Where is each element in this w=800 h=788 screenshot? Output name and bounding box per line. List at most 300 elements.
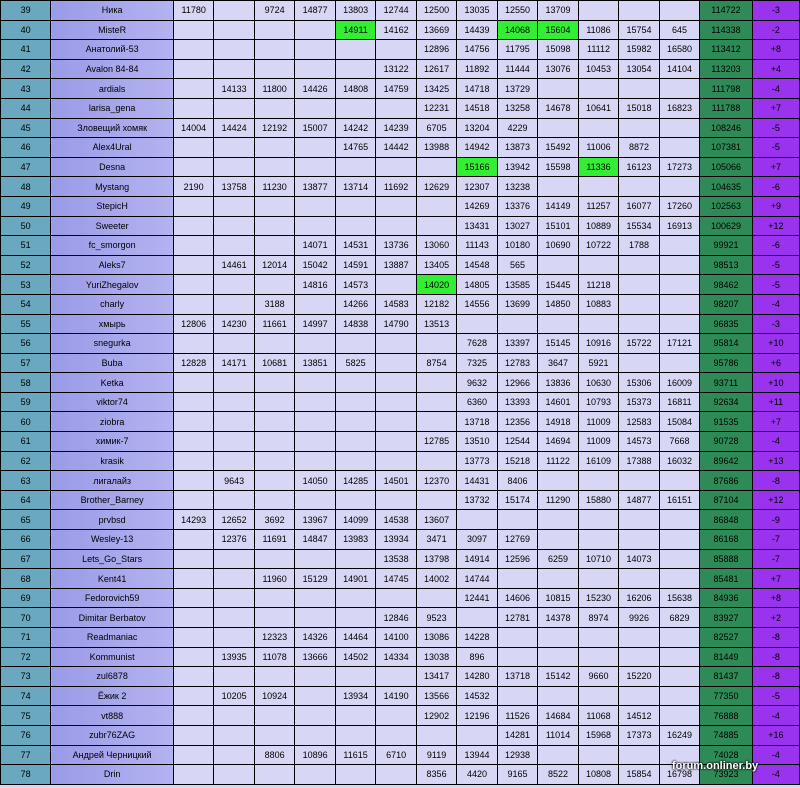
position-change-cell: -8 xyxy=(752,628,799,648)
score-cell xyxy=(578,177,618,197)
score-cell xyxy=(376,432,416,452)
score-cell xyxy=(538,510,578,530)
rank-cell: 77 xyxy=(1,745,51,765)
score-cell xyxy=(173,255,213,275)
score-cell: 10205 xyxy=(214,686,254,706)
rank-cell: 78 xyxy=(1,765,51,785)
score-cell: 15084 xyxy=(659,412,699,432)
score-cell: 13732 xyxy=(457,490,497,510)
total-score-cell: 111788 xyxy=(700,98,753,118)
score-cell xyxy=(578,530,618,550)
total-score-cell: 113412 xyxy=(700,40,753,60)
table-row xyxy=(1,725,800,745)
score-cell xyxy=(173,628,213,648)
rank-cell: 75 xyxy=(1,706,51,726)
score-cell: 10681 xyxy=(254,353,294,373)
score-cell: 13027 xyxy=(497,216,537,236)
position-change-cell: -5 xyxy=(752,275,799,295)
score-cell xyxy=(173,412,213,432)
score-cell xyxy=(659,294,699,314)
score-cell xyxy=(376,765,416,785)
score-cell: 14190 xyxy=(376,686,416,706)
score-cell xyxy=(376,412,416,432)
position-change-cell: -4 xyxy=(752,432,799,452)
score-cell: 11230 xyxy=(254,177,294,197)
score-cell xyxy=(173,549,213,569)
score-cell xyxy=(619,647,659,667)
player-name-cell: Анатолий-53 xyxy=(51,40,174,60)
score-cell xyxy=(335,765,375,785)
score-cell xyxy=(538,79,578,99)
score-cell: 14518 xyxy=(457,98,497,118)
score-cell: 14281 xyxy=(497,725,537,745)
score-cell: 15373 xyxy=(619,392,659,412)
rank-cell: 39 xyxy=(1,1,51,21)
total-score-cell: 74885 xyxy=(700,725,753,745)
score-cell: 8522 xyxy=(538,765,578,785)
position-change-cell: -9 xyxy=(752,510,799,530)
score-cell: 11526 xyxy=(497,706,537,726)
score-cell xyxy=(659,138,699,158)
score-cell: 15042 xyxy=(295,255,335,275)
rank-cell: 70 xyxy=(1,608,51,628)
score-cell: 12550 xyxy=(497,1,537,21)
rank-cell: 47 xyxy=(1,157,51,177)
player-name-cell: MisteR xyxy=(51,20,174,40)
score-cell: 8974 xyxy=(578,608,618,628)
score-cell: 14464 xyxy=(335,628,375,648)
score-cell xyxy=(619,569,659,589)
score-cell: 17388 xyxy=(619,451,659,471)
score-cell xyxy=(578,255,618,275)
player-name-cell: krasik xyxy=(51,451,174,471)
score-cell: 10924 xyxy=(254,686,294,706)
score-cell: 11780 xyxy=(173,1,213,21)
score-cell: 13983 xyxy=(335,530,375,550)
score-cell: 9165 xyxy=(497,765,537,785)
score-cell xyxy=(173,216,213,236)
score-cell xyxy=(335,40,375,60)
score-cell: 13709 xyxy=(538,1,578,21)
score-cell: 11661 xyxy=(254,314,294,334)
score-cell: 13729 xyxy=(497,79,537,99)
score-cell xyxy=(295,412,335,432)
score-cell: 14805 xyxy=(457,275,497,295)
score-cell: 13714 xyxy=(335,177,375,197)
score-cell: 12652 xyxy=(214,510,254,530)
score-cell: 9119 xyxy=(416,745,456,765)
score-cell xyxy=(538,628,578,648)
score-cell xyxy=(173,334,213,354)
score-cell xyxy=(214,236,254,256)
score-cell: 13988 xyxy=(416,138,456,158)
score-cell xyxy=(335,334,375,354)
score-cell xyxy=(254,138,294,158)
score-cell xyxy=(376,667,416,687)
position-change-cell: +11 xyxy=(752,392,799,412)
score-cell: 14099 xyxy=(335,510,375,530)
score-cell xyxy=(578,118,618,138)
score-cell: 14583 xyxy=(376,294,416,314)
score-cell: 14718 xyxy=(457,79,497,99)
position-change-cell: +10 xyxy=(752,334,799,354)
score-cell: 13942 xyxy=(497,157,537,177)
total-score-cell: 86168 xyxy=(700,530,753,550)
score-cell: 13038 xyxy=(416,647,456,667)
player-name-cell: Mystang xyxy=(51,177,174,197)
total-score-cell: 77350 xyxy=(700,686,753,706)
score-cell xyxy=(659,628,699,648)
score-cell: 2190 xyxy=(173,177,213,197)
score-cell: 8356 xyxy=(416,765,456,785)
score-cell: 16823 xyxy=(659,98,699,118)
score-cell: 14678 xyxy=(538,98,578,118)
score-cell xyxy=(335,432,375,452)
score-cell: 12828 xyxy=(173,353,213,373)
score-cell xyxy=(335,216,375,236)
score-cell: 12323 xyxy=(254,628,294,648)
position-change-cell: +7 xyxy=(752,98,799,118)
score-cell: 11014 xyxy=(538,725,578,745)
score-cell xyxy=(173,59,213,79)
score-cell xyxy=(214,392,254,412)
score-cell: 14573 xyxy=(619,432,659,452)
score-cell xyxy=(254,157,294,177)
score-cell xyxy=(254,667,294,687)
score-cell: 14020 xyxy=(416,275,456,295)
table-row xyxy=(1,157,800,177)
score-cell: 14004 xyxy=(173,118,213,138)
rank-cell: 66 xyxy=(1,530,51,550)
score-cell: 10690 xyxy=(538,236,578,256)
table-row xyxy=(1,412,800,432)
score-cell: 12896 xyxy=(416,40,456,60)
score-cell: 12356 xyxy=(497,412,537,432)
score-cell: 11112 xyxy=(578,40,618,60)
table-row xyxy=(1,432,800,452)
score-cell: 12500 xyxy=(416,1,456,21)
score-cell: 11800 xyxy=(254,79,294,99)
total-score-cell: 105066 xyxy=(700,157,753,177)
score-cell: 7628 xyxy=(457,334,497,354)
score-cell: 13417 xyxy=(416,667,456,687)
score-cell: 15007 xyxy=(295,118,335,138)
score-cell: 13935 xyxy=(214,647,254,667)
player-name-cell: Ника xyxy=(51,1,174,21)
table-row xyxy=(1,628,800,648)
total-score-cell: 114338 xyxy=(700,20,753,40)
score-cell: 14694 xyxy=(538,432,578,452)
score-cell xyxy=(578,745,618,765)
score-cell xyxy=(254,588,294,608)
score-cell xyxy=(214,294,254,314)
rank-cell: 49 xyxy=(1,196,51,216)
score-cell: 6360 xyxy=(457,392,497,412)
score-cell xyxy=(173,196,213,216)
score-cell xyxy=(173,765,213,785)
position-change-cell: +4 xyxy=(752,59,799,79)
score-cell: 14228 xyxy=(457,628,497,648)
score-cell: 13510 xyxy=(457,432,497,452)
score-cell: 15754 xyxy=(619,20,659,40)
score-cell: 16009 xyxy=(659,373,699,393)
table-row xyxy=(1,549,800,569)
score-cell: 12231 xyxy=(416,98,456,118)
position-change-cell: +2 xyxy=(752,608,799,628)
score-cell: 15174 xyxy=(497,490,537,510)
rank-cell: 54 xyxy=(1,294,51,314)
total-score-cell: 86848 xyxy=(700,510,753,530)
score-cell: 12182 xyxy=(416,294,456,314)
score-cell xyxy=(214,432,254,452)
score-cell xyxy=(578,1,618,21)
score-cell xyxy=(497,510,537,530)
score-cell: 14808 xyxy=(335,79,375,99)
player-name-cell: Drin xyxy=(51,765,174,785)
score-cell xyxy=(295,686,335,706)
score-cell: 9660 xyxy=(578,667,618,687)
position-change-cell: +7 xyxy=(752,157,799,177)
score-cell: 3097 xyxy=(457,530,497,550)
rank-cell: 74 xyxy=(1,686,51,706)
position-change-cell: +12 xyxy=(752,490,799,510)
score-cell xyxy=(295,138,335,158)
score-cell xyxy=(538,255,578,275)
score-cell xyxy=(254,196,294,216)
table-row xyxy=(1,686,800,706)
score-cell: 13122 xyxy=(376,59,416,79)
score-cell xyxy=(254,20,294,40)
score-cell xyxy=(214,549,254,569)
score-cell: 12938 xyxy=(497,745,537,765)
score-cell: 7668 xyxy=(659,432,699,452)
position-change-cell: -2 xyxy=(752,20,799,40)
score-cell xyxy=(416,588,456,608)
score-cell: 15880 xyxy=(578,490,618,510)
table-row xyxy=(1,275,800,295)
score-cell xyxy=(659,667,699,687)
score-cell: 12192 xyxy=(254,118,294,138)
total-score-cell: 113203 xyxy=(700,59,753,79)
score-cell xyxy=(457,725,497,745)
score-cell: 3647 xyxy=(538,353,578,373)
score-cell: 5825 xyxy=(335,353,375,373)
score-cell xyxy=(295,294,335,314)
score-cell xyxy=(295,373,335,393)
score-cell xyxy=(173,490,213,510)
score-cell xyxy=(214,588,254,608)
score-cell xyxy=(214,451,254,471)
score-cell: 10453 xyxy=(578,59,618,79)
score-cell xyxy=(619,294,659,314)
score-cell xyxy=(214,569,254,589)
score-cell xyxy=(214,628,254,648)
score-cell xyxy=(335,373,375,393)
total-score-cell: 92634 xyxy=(700,392,753,412)
score-cell xyxy=(214,98,254,118)
score-cell xyxy=(173,157,213,177)
score-cell xyxy=(254,373,294,393)
rank-cell: 51 xyxy=(1,236,51,256)
score-cell xyxy=(619,510,659,530)
score-cell xyxy=(214,196,254,216)
score-cell xyxy=(376,706,416,726)
rank-cell: 45 xyxy=(1,118,51,138)
total-score-cell: 83927 xyxy=(700,608,753,628)
score-cell xyxy=(497,647,537,667)
table-row xyxy=(1,510,800,530)
score-cell: 14838 xyxy=(335,314,375,334)
score-cell: 10889 xyxy=(578,216,618,236)
score-cell: 15220 xyxy=(619,667,659,687)
score-cell: 15722 xyxy=(619,334,659,354)
score-cell: 16109 xyxy=(578,451,618,471)
score-cell: 15101 xyxy=(538,216,578,236)
score-cell xyxy=(376,490,416,510)
score-cell xyxy=(538,314,578,334)
table-row xyxy=(1,196,800,216)
score-cell: 13944 xyxy=(457,745,497,765)
score-cell: 7325 xyxy=(457,353,497,373)
score-cell: 11691 xyxy=(254,530,294,550)
score-cell: 14285 xyxy=(335,471,375,491)
score-cell xyxy=(335,706,375,726)
table-row xyxy=(1,138,800,158)
score-cell: 12196 xyxy=(457,706,497,726)
score-cell: 13513 xyxy=(416,314,456,334)
total-score-cell: 87686 xyxy=(700,471,753,491)
score-cell: 6829 xyxy=(659,608,699,628)
rank-cell: 58 xyxy=(1,373,51,393)
player-name-cell: химик-7 xyxy=(51,432,174,452)
score-cell: 6259 xyxy=(538,549,578,569)
score-cell xyxy=(416,216,456,236)
player-name-cell: fc_smorgon xyxy=(51,236,174,256)
position-change-cell: -7 xyxy=(752,549,799,569)
total-score-cell: 104635 xyxy=(700,177,753,197)
player-name-cell: Aleks7 xyxy=(51,255,174,275)
score-cell: 14266 xyxy=(335,294,375,314)
total-score-cell: 81437 xyxy=(700,667,753,687)
score-cell: 12307 xyxy=(457,177,497,197)
score-cell: 13204 xyxy=(457,118,497,138)
score-cell: 3471 xyxy=(416,530,456,550)
position-change-cell: -4 xyxy=(752,745,799,765)
score-cell: 12370 xyxy=(416,471,456,491)
score-cell: 13934 xyxy=(335,686,375,706)
table-row xyxy=(1,706,800,726)
position-change-cell: +12 xyxy=(752,216,799,236)
score-cell: 17273 xyxy=(659,157,699,177)
table-row xyxy=(1,20,800,40)
total-score-cell: 82527 xyxy=(700,628,753,648)
score-cell: 8406 xyxy=(497,471,537,491)
rank-cell: 48 xyxy=(1,177,51,197)
score-cell xyxy=(173,647,213,667)
score-cell: 12966 xyxy=(497,373,537,393)
player-name-cell: ziobra xyxy=(51,412,174,432)
score-cell: 14816 xyxy=(295,275,335,295)
total-score-cell: 81449 xyxy=(700,647,753,667)
rank-cell: 65 xyxy=(1,510,51,530)
score-cell xyxy=(376,216,416,236)
rank-cell: 52 xyxy=(1,255,51,275)
score-cell xyxy=(376,451,416,471)
score-cell: 14538 xyxy=(376,510,416,530)
position-change-cell: -5 xyxy=(752,138,799,158)
total-score-cell: 95814 xyxy=(700,334,753,354)
score-cell: 8806 xyxy=(254,745,294,765)
score-cell: 645 xyxy=(659,20,699,40)
score-cell xyxy=(173,373,213,393)
score-cell: 13405 xyxy=(416,255,456,275)
score-cell xyxy=(173,667,213,687)
score-cell xyxy=(254,275,294,295)
player-name-cell: larisa_gena xyxy=(51,98,174,118)
score-cell: 14378 xyxy=(538,608,578,628)
score-cell: 16032 xyxy=(659,451,699,471)
score-cell xyxy=(538,647,578,667)
score-cell: 9643 xyxy=(214,471,254,491)
score-cell: 12783 xyxy=(497,353,537,373)
score-cell: 14532 xyxy=(457,686,497,706)
score-cell xyxy=(376,157,416,177)
score-cell xyxy=(659,530,699,550)
score-cell: 14073 xyxy=(619,549,659,569)
score-cell: 11615 xyxy=(335,745,375,765)
score-cell xyxy=(254,412,294,432)
player-name-cell: Buba xyxy=(51,353,174,373)
total-score-cell: 114722 xyxy=(700,1,753,21)
score-cell xyxy=(497,569,537,589)
score-cell xyxy=(335,451,375,471)
table-row xyxy=(1,118,800,138)
score-cell: 14501 xyxy=(376,471,416,491)
player-name-cell: Alex4Ural xyxy=(51,138,174,158)
score-cell: 13566 xyxy=(416,686,456,706)
total-score-cell: 95786 xyxy=(700,353,753,373)
score-cell: 14293 xyxy=(173,510,213,530)
rank-cell: 43 xyxy=(1,79,51,99)
score-cell xyxy=(416,157,456,177)
score-cell: 10641 xyxy=(578,98,618,118)
score-cell xyxy=(173,98,213,118)
score-cell: 13393 xyxy=(497,392,537,412)
score-cell xyxy=(214,725,254,745)
score-cell: 15018 xyxy=(619,98,659,118)
score-cell: 15218 xyxy=(497,451,537,471)
position-change-cell: +8 xyxy=(752,40,799,60)
score-cell xyxy=(659,569,699,589)
score-cell: 9523 xyxy=(416,608,456,628)
score-cell xyxy=(214,608,254,628)
total-score-cell: 99921 xyxy=(700,236,753,256)
position-change-cell: -7 xyxy=(752,530,799,550)
score-cell: 14461 xyxy=(214,255,254,275)
score-cell: 14745 xyxy=(376,569,416,589)
score-cell: 11257 xyxy=(578,196,618,216)
score-cell: 15129 xyxy=(295,569,335,589)
score-cell: 11336 xyxy=(578,157,618,177)
score-cell: 13607 xyxy=(416,510,456,530)
score-cell: 14104 xyxy=(659,59,699,79)
score-cell: 11444 xyxy=(497,59,537,79)
score-cell: 12441 xyxy=(457,588,497,608)
score-cell xyxy=(254,471,294,491)
total-score-cell: 98513 xyxy=(700,255,753,275)
table-row xyxy=(1,667,800,687)
score-cell xyxy=(376,275,416,295)
